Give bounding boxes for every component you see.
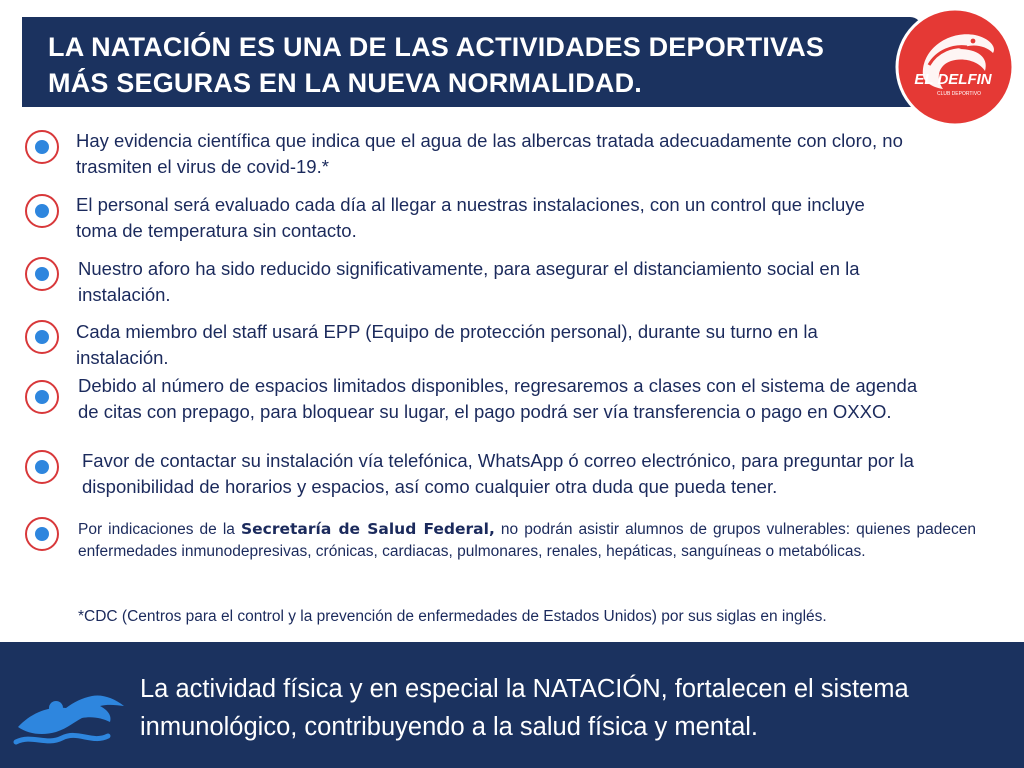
item7-pre: Por indicaciones de la [78, 521, 241, 538]
bullet-icon [25, 194, 59, 228]
bullet-icon [25, 130, 59, 164]
list-item [78, 373, 917, 425]
header-title-line-1: LA NATACIÓN ES UNA DE LAS ACTIVIDADES DEPORTIVAS [48, 32, 825, 62]
footer-banner [0, 642, 1024, 768]
bullet-icon [25, 257, 59, 291]
list-item-vulnerable-groups [78, 518, 976, 563]
list-item-line: Hay evidencia científica que indica que el agua de las albercas tratada adecuadamente con cloro, no [76, 130, 903, 151]
list-item-line: trasmiten el virus de covid-19.* [76, 156, 329, 177]
bullet-icon [25, 517, 59, 551]
bullet-icon [25, 380, 59, 414]
list-item-line: Favor de contactar su instalación vía telefónica, WhatsApp ó correo electrónico, para preguntar por la [82, 450, 914, 471]
list-item-line: Cada miembro del staff usará EPP (Equipo de protección personal), durante su turno en la [76, 321, 818, 342]
list-item [82, 448, 914, 500]
list-item [78, 256, 860, 308]
item7-bold: Secretaría de Salud Federal, [241, 520, 495, 538]
swimmer-icon [12, 672, 132, 752]
bullet-icon [25, 450, 59, 484]
list-item-line: Nuestro aforo ha sido reducido significativamente, para asegurar el distanciamiento social en la [78, 258, 860, 279]
list-item [76, 319, 818, 371]
footer-message [140, 670, 1010, 746]
header-banner [22, 17, 922, 107]
el-delfin-logo [893, 5, 1017, 129]
list-item [76, 128, 903, 180]
footer-line-2: inmunológico, contribuyendo a la salud física y mental. [140, 713, 759, 741]
item7-post: no podrán asistir alumnos de grupos vulnerables: quienes padecen enfermedades inmunodepresivas, crónicas, cardiacas, pulmonares, renales, hepáticas, sanguíneas o metabólicas. [78, 521, 976, 560]
list-item-line: instalación. [78, 284, 171, 305]
footnote: *CDC (Centros para el control y la prevención de enfermedades de Estados Unidos) por sus siglas en inglés. [78, 608, 827, 625]
list-item-line: El personal será evaluado cada día al llegar a nuestras instalaciones, con un control que incluye [76, 194, 865, 215]
list-item [76, 192, 865, 244]
footer-line-1: La actividad física y en especial la NATACIÓN, fortalecen el sistema [140, 675, 909, 703]
list-item-line: Debido al número de espacios limitados disponibles, regresaremos a clases con el sistema de agenda [78, 375, 918, 396]
list-item-line: de citas con prepago, para bloquear su lugar, el pago podrá ser vía transferencia o pago en OXXO. [78, 401, 892, 422]
list-item-line: disponibilidad de horarios y espacios, así como cualquier otra duda que pueda tener. [82, 476, 778, 497]
list-item-line: toma de temperatura sin contacto. [76, 220, 357, 241]
logo-subtext: CLUB DEPORTIVO [936, 91, 982, 97]
logo-text: EL DELFIN [914, 71, 992, 88]
bullet-icon [25, 320, 59, 354]
header-title-line-2: MÁS SEGURAS EN LA NUEVA NORMALIDAD. [48, 68, 643, 98]
list-item-line: instalación. [76, 347, 169, 368]
